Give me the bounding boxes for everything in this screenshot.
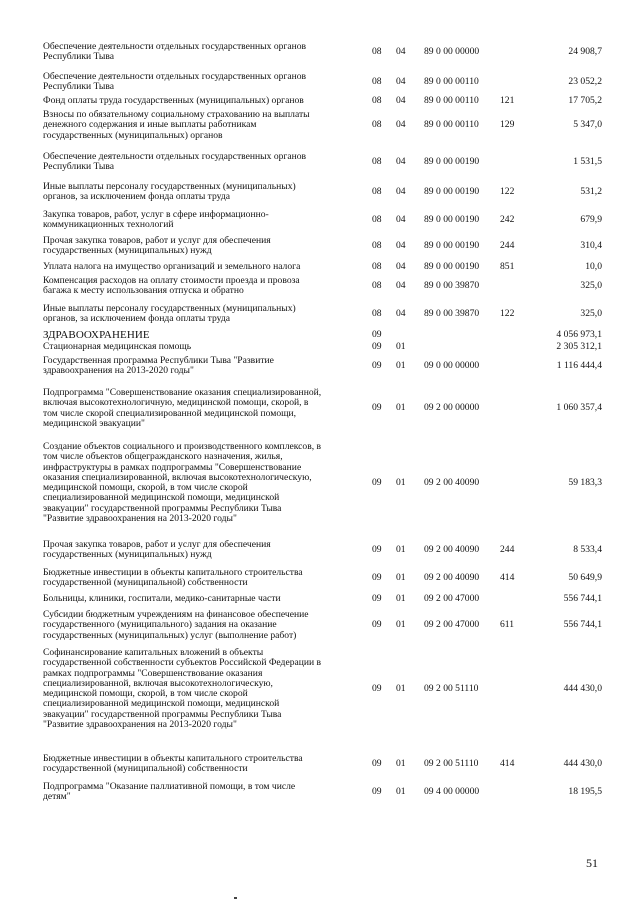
row-amount: 325,0 — [580, 280, 602, 292]
row-subsection-code: 04 — [396, 308, 406, 320]
row-section-code: 08 — [372, 119, 382, 131]
row-section-code: 08 — [372, 214, 382, 226]
table-row — [0, 42, 640, 64]
table-row — [0, 442, 640, 540]
row-amount: 10,0 — [585, 261, 602, 272]
row-subsection-code: 01 — [396, 786, 406, 798]
row-name: Больницы, клиники, госпитали, медико-санитарные части — [43, 593, 281, 604]
row-amount: 444 430,0 — [563, 683, 602, 695]
row-amount: 24 908,7 — [568, 46, 602, 58]
row-subsection-code: 01 — [396, 477, 406, 489]
row-expense-type-code: 244 — [500, 544, 515, 556]
row-amount: 310,4 — [580, 240, 602, 252]
row-expense-type-code: 611 — [500, 619, 515, 631]
table-row — [0, 96, 640, 108]
row-amount: 1 531,5 — [573, 156, 602, 168]
row-subsection-code: 01 — [396, 360, 406, 372]
row-subsection-code: 01 — [396, 619, 406, 631]
row-name: Бюджетные инвестиции в объекты капитального строительства государственной (муниципальной) собственности — [43, 567, 303, 589]
row-target-article-code: 09 2 00 47000 — [424, 593, 480, 604]
row-section-code: 09 — [372, 360, 382, 372]
row-expense-type-code: 242 — [500, 214, 515, 226]
row-name: Иные выплаты персоналу государственных (муниципальных) органов, за исключением фонда оплаты труда — [43, 303, 296, 325]
row-amount: 679,9 — [580, 214, 602, 226]
table-row — [0, 262, 640, 274]
row-subsection-code: 01 — [396, 341, 406, 352]
row-subsection-code: 01 — [396, 593, 406, 604]
table-row — [0, 72, 640, 92]
table-row — [0, 540, 640, 566]
row-amount: 4 056 973,1 — [556, 329, 602, 340]
row-subsection-code: 04 — [396, 156, 406, 168]
table-row — [0, 568, 640, 594]
row-name: Стационарная медицинская помощь — [43, 341, 192, 352]
table-row — [0, 236, 640, 260]
table-row — [0, 276, 640, 300]
row-target-article-code: 89 0 00 00190 — [424, 186, 480, 198]
row-subsection-code: 04 — [396, 214, 406, 226]
row-amount: 23 052,2 — [568, 76, 602, 88]
row-name: Бюджетные инвестиции в объекты капитального строительства государственной (муниципальной) собственности — [43, 753, 303, 775]
row-section-code: 08 — [372, 280, 382, 292]
row-target-article-code: 09 2 00 00000 — [424, 402, 480, 414]
row-amount: 556 744,1 — [563, 619, 602, 631]
row-target-article-code: 09 2 00 40090 — [424, 477, 480, 489]
row-target-article-code: 09 2 00 47000 — [424, 619, 480, 631]
row-amount: 556 744,1 — [563, 593, 602, 604]
row-name: Прочая закупка товаров, работ и услуг для обеспечения государственных (муниципальных) нужд — [43, 235, 271, 257]
row-target-article-code: 89 0 00 00110 — [424, 76, 479, 88]
row-expense-type-code: 414 — [500, 572, 515, 584]
row-target-article-code: 89 0 00 00190 — [424, 156, 480, 168]
row-target-article-code: 89 0 00 39870 — [424, 308, 480, 320]
table-row — [0, 110, 640, 148]
row-amount: 50 649,9 — [568, 572, 602, 584]
row-amount: 2 305 312,1 — [556, 341, 602, 352]
row-amount: 8 533,4 — [573, 544, 602, 556]
row-name: Прочая закупка товаров, работ и услуг для обеспечения государственных (муниципальных) нужд — [43, 539, 271, 561]
row-amount: 444 430,0 — [563, 758, 602, 770]
row-section-code: 08 — [372, 76, 382, 88]
table-row — [0, 388, 640, 442]
row-name: Подпрограмма "Оказание паллиативной помощи, в том числе детям" — [43, 781, 296, 803]
row-section-code: 09 — [372, 619, 382, 631]
row-target-article-code: 89 0 00 00110 — [424, 119, 479, 131]
row-expense-type-code: 122 — [500, 186, 515, 198]
row-name: Субсидии бюджетным учреждениям на финансовое обеспечение государственного (муниципального) задания на оказание государственных (муниципальных) услуг (выполнение работ) — [43, 609, 309, 641]
table-row — [0, 754, 640, 780]
row-name: Подпрограмма "Совершенствование оказания специализированной, включая высокотехнологичную, медицинской помощи, скорой, в том числе скорой специализированной медицинской помощи, медицинской эвакуации" — [43, 387, 322, 429]
table-row — [0, 648, 640, 754]
row-name: ЗДРАВООХРАНЕНИЕ — [43, 329, 150, 341]
row-subsection-code: 01 — [396, 683, 406, 695]
row-section-code: 09 — [372, 758, 382, 770]
row-target-article-code: 89 0 00 00000 — [424, 46, 480, 58]
row-section-code: 08 — [372, 308, 382, 320]
row-name: Уплата налога на имущество организаций и земельного налога — [43, 261, 301, 272]
row-subsection-code: 04 — [396, 119, 406, 131]
row-section-code: 08 — [372, 46, 382, 58]
row-target-article-code: 09 4 00 00000 — [424, 786, 480, 798]
row-section-code: 09 — [372, 329, 382, 340]
row-target-article-code: 09 0 00 00000 — [424, 360, 480, 372]
row-expense-type-code: 129 — [500, 119, 515, 131]
row-section-code: 08 — [372, 156, 382, 168]
row-expense-type-code: 414 — [500, 758, 515, 770]
table-row — [0, 782, 640, 806]
row-subsection-code: 01 — [396, 402, 406, 414]
row-name: Обеспечение деятельности отдельных государственных органов Республики Тыва — [43, 71, 307, 93]
row-section-code: 08 — [372, 240, 382, 252]
row-section-code: 08 — [372, 261, 382, 272]
row-name: Обеспечение деятельности отдельных государственных органов Республики Тыва — [43, 41, 307, 63]
row-name: Софинансирование капитальных вложений в объекты государственной собственности субъектов Российской Федерации в рамках подпрограммы "Совершенствование оказания специализированной, включая высокотехнологическую, медицинской помощи, скорой, в том числе скорой специализированной медицинской помощи, медицинской эвакуации" государственной программы Республики Тыва "Развитие здравоохранения на 2013-2020 годы" — [43, 647, 322, 731]
row-subsection-code: 04 — [396, 76, 406, 88]
row-amount: 1 116 444,4 — [556, 360, 602, 372]
row-name: Создание объектов социального и производственного комплексов, в том числе объектов общегражданского назначения, жилья, инфраструктуры в рамках подпрограммы "Совершенствование оказания специализированной, включая высокотехнологическую, медицинской помощи, скорой, в том числе скорой специализированной медицинской помощи, медицинской эвакуации" государственной программы Республики Тыва "Развитие здравоохранения на 2013-2020 годы" — [43, 441, 322, 525]
row-target-article-code: 89 0 00 00190 — [424, 214, 480, 226]
row-target-article-code: 89 0 00 00110 — [424, 95, 479, 106]
row-target-article-code: 09 2 00 51110 — [424, 758, 479, 770]
table-row — [0, 356, 640, 382]
row-amount: 1 060 357,4 — [556, 402, 602, 414]
row-section-code: 09 — [372, 572, 382, 584]
row-expense-type-code: 121 — [500, 95, 515, 106]
row-name: Иные выплаты персоналу государственных (муниципальных) органов, за исключением фонда оплаты труда — [43, 181, 296, 203]
row-section-code: 09 — [372, 477, 382, 489]
row-name: Фонд оплаты труда государственных (муниципальных) органов — [43, 95, 304, 106]
row-expense-type-code: 244 — [500, 240, 515, 252]
row-subsection-code: 04 — [396, 240, 406, 252]
page-mark — [234, 897, 237, 899]
row-subsection-code: 04 — [396, 261, 406, 272]
row-section-code: 09 — [372, 593, 382, 604]
row-subsection-code: 01 — [396, 572, 406, 584]
row-section-code: 09 — [372, 544, 382, 556]
table-row — [0, 152, 640, 172]
row-section-code: 09 — [372, 786, 382, 798]
row-amount: 17 705,2 — [568, 95, 602, 106]
row-expense-type-code: 851 — [500, 261, 515, 272]
row-target-article-code: 89 0 00 39870 — [424, 280, 480, 292]
row-subsection-code: 01 — [396, 758, 406, 770]
row-name: Компенсация расходов на оплату стоимости проезда и провоза багажа к месту использования отпуска и обратно — [43, 275, 300, 297]
row-target-article-code: 89 0 00 00190 — [424, 261, 480, 272]
row-amount: 531,2 — [580, 186, 602, 198]
row-subsection-code: 04 — [396, 186, 406, 198]
row-amount: 325,0 — [580, 308, 602, 320]
table-row — [0, 304, 640, 328]
row-name: Государственная программа Республики Тыва "Развитие здравоохранения на 2013-2020 годы" — [43, 355, 274, 377]
table-row — [0, 182, 640, 204]
row-target-article-code: 89 0 00 00190 — [424, 240, 480, 252]
row-name: Закупка товаров, работ, услуг в сфере информационно- коммуникационных технологий — [43, 209, 269, 231]
row-section-code: 09 — [372, 341, 382, 352]
row-section-code: 09 — [372, 402, 382, 414]
row-amount: 59 183,3 — [568, 477, 602, 489]
row-target-article-code: 09 2 00 40090 — [424, 544, 480, 556]
row-expense-type-code: 122 — [500, 308, 515, 320]
row-name: Взносы по обязательному социальному страхованию на выплаты денежного содержания и иные выплаты работникам государственных (муниципальных) органов — [43, 109, 310, 141]
row-amount: 18 195,5 — [568, 786, 602, 798]
table-row — [0, 210, 640, 230]
table-row — [0, 610, 640, 646]
page-number: 51 — [586, 856, 598, 870]
row-name: Обеспечение деятельности отдельных государственных органов Республики Тыва — [43, 151, 307, 173]
row-section-code: 08 — [372, 95, 382, 106]
row-amount: 5 347,0 — [573, 119, 602, 131]
table-row — [0, 342, 640, 354]
row-subsection-code: 01 — [396, 544, 406, 556]
row-target-article-code: 09 2 00 40090 — [424, 572, 480, 584]
row-section-code: 08 — [372, 186, 382, 198]
row-target-article-code: 09 2 00 51110 — [424, 683, 479, 695]
row-subsection-code: 04 — [396, 280, 406, 292]
table-row — [0, 594, 640, 606]
row-subsection-code: 04 — [396, 95, 406, 106]
row-subsection-code: 04 — [396, 46, 406, 58]
row-section-code: 09 — [372, 683, 382, 695]
